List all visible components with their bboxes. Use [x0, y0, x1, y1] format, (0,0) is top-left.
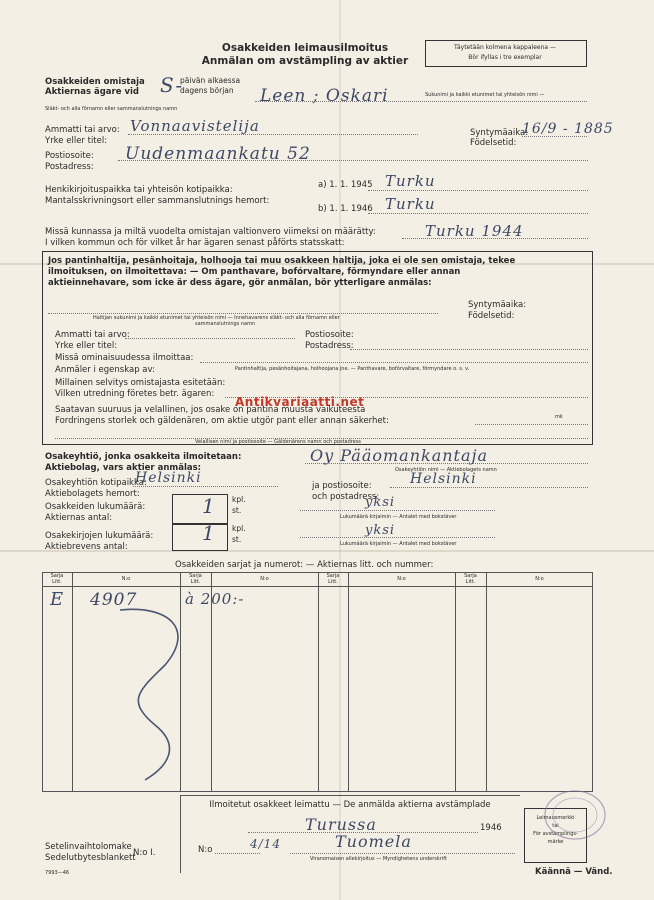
- pledgee-birth-sv: Födelsetid:: [468, 311, 515, 321]
- turn-over: Käännä — Vänd.: [535, 867, 613, 877]
- pledgee-occupation-fi: Ammatti tai arvo:: [55, 330, 130, 340]
- row-amount-value: à 200:-: [185, 590, 245, 608]
- cert-count-unit-2: st.: [232, 535, 242, 544]
- stamp-handwritten-1: Turussa: [305, 815, 377, 834]
- stamped-title: Ilmoitetut osakkeet leimattu — De anmälda aktierna avstämplade: [209, 800, 491, 810]
- pledgee-occupation-sv: Yrke eller titel:: [55, 341, 118, 351]
- col-series-2: Litt.: [52, 579, 62, 585]
- company-name-caption: Osakeyhtiön nimi — Aktiebolagets namn: [395, 467, 497, 473]
- pledgee-name-caption-2: sammanslutnings namn: [195, 321, 256, 327]
- stamp-year: 1946: [480, 823, 502, 833]
- company-domicile-fi: Osakeyhtiön kotipaikka:: [45, 478, 147, 488]
- pledgee-capacity-sv: Anmäler i egenskap av:: [55, 365, 155, 375]
- pledgee-claim-fi: Saatavan suuruus ja velallinen, jos osake on pantina muusta vaikuteesta: [55, 405, 366, 415]
- stamp-handwritten-2: Tuomela: [335, 832, 412, 851]
- surname-caption-fi: Sukunimi ja kaikki etunimet tai yhteisön nimi —: [425, 92, 545, 98]
- copies-note-sv: Bör ifyllas i tre exemplar: [468, 54, 542, 61]
- stamp-signature-caption: Viranomaisen allekirjoitus — Myndighetens underskrift: [310, 856, 447, 862]
- watermark: Antikvariaatti.net: [235, 395, 365, 409]
- series-title: Osakkeiden sarjat ja numerot: — Aktiernas litt. och nummer:: [175, 560, 434, 570]
- cert-count-words: yksi: [365, 523, 396, 538]
- col-series-1: Sarja: [50, 573, 64, 579]
- stamp-mark-2: tai: [552, 823, 559, 829]
- pledgee-mk-caption: mk: [555, 414, 563, 420]
- exchange-form-fi: Setelinvaihtolomake: [45, 842, 132, 852]
- domicile-1945-label: a) 1. 1. 1945: [318, 180, 373, 190]
- surname-caption-sv: Släkt- och alla förnamn eller sammanslutnings namn: [45, 106, 178, 112]
- address-label-sv: Postadress:: [45, 162, 94, 172]
- day-onwards-fi: päivän alkaessa: [180, 76, 241, 85]
- birth-date-label-sv: Födelsetid:: [470, 138, 517, 148]
- company-domicile-value: Helsinki: [135, 470, 202, 486]
- occupation-label-sv: Yrke eller titel:: [45, 136, 108, 146]
- share-count-words: yksi: [365, 495, 396, 510]
- pledgee-intro-2: ilmoituksen, on ilmoitettava: — Om panthavare, bofórvaltare, förmyndare eller annan: [48, 267, 461, 277]
- pledgee-capacity-fi: Missä ominaisuudessa ilmoittaa:: [55, 353, 194, 363]
- stamp-mark-1: Leimausmerkki: [536, 815, 575, 821]
- col-number: N:o: [535, 576, 544, 582]
- domicile-1946-label: b) 1. 1. 1946: [318, 204, 373, 214]
- cert-count-box: [172, 524, 228, 551]
- stamp-mark-3: För avstämplings-: [533, 831, 578, 837]
- col-number: N:o: [260, 576, 269, 582]
- domicile-label-sv: Mantalsskrivningsort eller sammanslutnings hemort:: [45, 196, 270, 206]
- pledgee-evidence-sv: Vilken utredning företes betr. ägaren:: [55, 389, 215, 399]
- col-series-2: Litt.: [465, 579, 476, 585]
- row-series-value: E: [50, 589, 65, 610]
- handwritten-stroke: [100, 605, 210, 790]
- col-series-2: Litt.: [190, 579, 201, 585]
- pledgee-claim-sv: Fordringens storlek och gäldenären, om aktie utgör pant eller annan säkerhet:: [55, 416, 389, 426]
- cert-count-label-fi: Osakekirjojen lukumäärä:: [45, 531, 154, 541]
- pledgee-name-caption-1: Haltijan sukunimi ja kaikki etunimet tai yhteisön nimi — Innehavarens släkt- och alla förnamn eller: [93, 315, 340, 321]
- pledgee-intro-3: aktieinnehavare, som icke är dess ägare, gör anmälan, bör ytterligare anmälas:: [48, 278, 432, 288]
- share-count-label-fi: Osakkeiden lukumäärä:: [45, 502, 146, 512]
- pledgee-intro-1: Jos pantinhaltija, pesänhoitaja, holhooja tai muu osakkeen haltija, joka ei ole sen omistaja, tekee: [48, 256, 516, 266]
- cert-count-words-caption: Lukumäärä kirjaimin — Antalet med bokstäver: [340, 541, 457, 547]
- occupation-value: Vonnaavistelija: [130, 117, 260, 135]
- copies-note-box: [425, 40, 587, 67]
- owner-label-sv: Aktiernas ägare vid: [45, 87, 139, 97]
- company-postal-value: Helsinki: [410, 471, 477, 487]
- pledgee-address-fi: Postiosoite:: [305, 330, 354, 340]
- col-number: N:o: [397, 576, 406, 582]
- company-label-sv: Aktiebolag, vars aktier anmälas:: [45, 463, 202, 473]
- print-code: 7993—46: [45, 870, 70, 876]
- share-count-words-caption: Lukumäärä kirjaimin — Antalet med bokstäver: [340, 514, 457, 520]
- tax-place-label-sv: I vilken kommun och för vilket år har ägaren senast påförts statsskatt:: [45, 238, 345, 248]
- domicile-1945-value: Turku: [385, 172, 436, 190]
- share-count-value: 1: [202, 494, 216, 518]
- col-number: N:o: [121, 576, 131, 582]
- form-title-sv: Anmälan om avstämpling av aktier: [201, 55, 409, 67]
- owner-name-value: Leen ; Oskari: [260, 86, 389, 106]
- tax-stamp-seal: [540, 785, 610, 845]
- company-postal-sv: och postadress:: [312, 492, 380, 502]
- exchange-form-no: N:o I.: [133, 848, 156, 858]
- cert-count-value: 1: [202, 521, 216, 545]
- pledgee-address-sv: Postadress:: [305, 341, 354, 351]
- birth-date-label-fi: Syntymäaika:: [470, 128, 529, 138]
- pledgee-debtor-caption: Velallisen nimi ja postiosoite — Gäldenärens namn och postadress: [195, 439, 362, 445]
- form-title-fi: Osakkeiden leimausilmoitus: [221, 42, 389, 54]
- share-count-unit-1: kpl.: [232, 495, 246, 504]
- copies-note-fi: Täytetään kolmena kappaleena —: [454, 44, 556, 51]
- domicile-1946-value: Turku: [385, 195, 436, 213]
- day-onwards-sv: dagens början: [180, 86, 234, 95]
- birth-date-value: 16/9 - 1885: [522, 121, 614, 137]
- company-label-fi: Osakeyhtiö, jonka osakkeita ilmoitetaan:: [45, 452, 242, 462]
- pledgee-evidence-fi: Millainen selvitys omistajasta esitetään:: [55, 378, 226, 388]
- tax-place-label-fi: Missä kunnassa ja miltä vuodelta omistajan valtionvero viimeksi on määrätty:: [45, 227, 376, 237]
- company-postal-fi: ja postiosoite:: [312, 481, 372, 491]
- share-count-unit-2: st.: [232, 506, 242, 515]
- col-series-1: Sarja: [326, 573, 340, 579]
- exchange-form-sv: Sedelutbytesblankett: [45, 853, 136, 863]
- company-domicile-sv: Aktiebolagets hemort:: [45, 489, 140, 499]
- occupation-label-fi: Ammatti tai arvo:: [45, 125, 120, 135]
- stamp-no-label: N:o: [198, 845, 213, 855]
- row-number-value: 4907: [90, 590, 138, 610]
- cert-count-label-sv: Aktiebrevens antal:: [45, 542, 128, 552]
- owner-from-letter: S-: [160, 73, 184, 97]
- col-series-2: Litt.: [328, 579, 338, 585]
- tax-place-value: Turku 1944: [425, 222, 524, 240]
- domicile-label-fi: Henkikirjoituspaikka tai yhteisön kotipaikka:: [45, 185, 233, 195]
- stamp-mark-4: märke: [547, 839, 564, 845]
- cert-count-unit-1: kpl.: [232, 524, 246, 533]
- address-label-fi: Postiosoite:: [45, 151, 94, 161]
- company-name-value: Oy Pääomankantaja: [310, 446, 489, 465]
- share-count-label-sv: Aktiernas antal:: [45, 513, 113, 523]
- share-count-box: [172, 494, 228, 524]
- col-series-1: Sarja: [189, 573, 202, 579]
- address-value: Uudenmaankatu 52: [125, 144, 311, 164]
- pledgee-birth-fi: Syntymäaika:: [468, 300, 527, 310]
- stamp-no-value: 4/14: [250, 837, 281, 851]
- col-series-1: Sarja: [464, 573, 477, 579]
- owner-label-fi: Osakkeiden omistaja: [45, 77, 145, 87]
- pledgee-capacity-caption: Pantinhaltija, pesänhoitajana, holhoojana jne. — Panthavare, bofórvaltare, förmyndare o. s. v.: [235, 366, 470, 372]
